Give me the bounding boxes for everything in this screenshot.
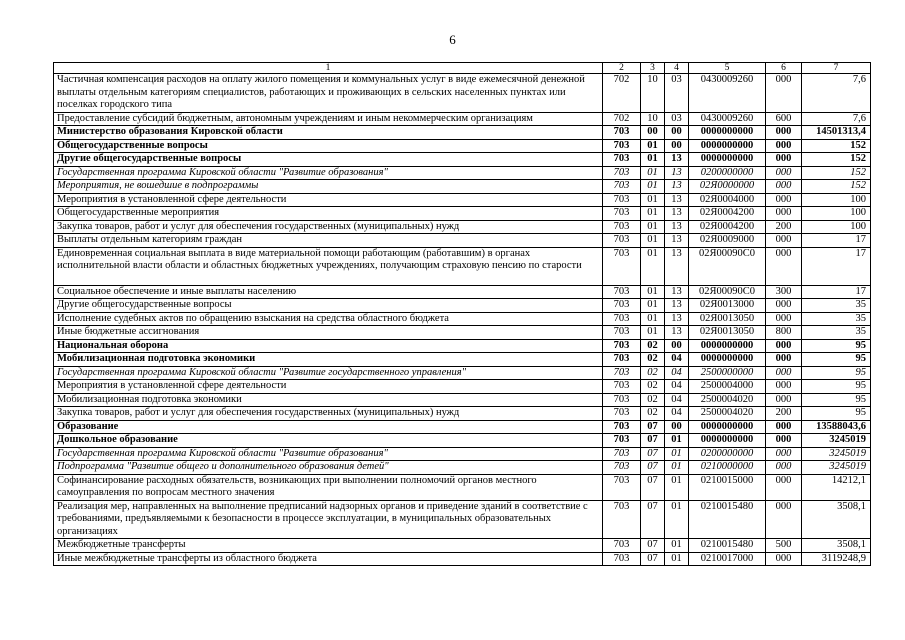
row-section-cell: 07 — [641, 447, 665, 461]
row-expense-type-cell: 000 — [766, 247, 802, 285]
row-section-cell: 07 — [641, 461, 665, 475]
row-ministry-code-cell: 703 — [603, 299, 641, 313]
table-row — [54, 180, 871, 194]
row-section-cell: 02 — [641, 407, 665, 421]
row-ministry-code-cell: 703 — [603, 180, 641, 194]
row-section-cell: 02 — [641, 380, 665, 394]
row-name-cell: Межбюджетные трансферты — [54, 539, 603, 553]
row-ministry-code-cell: 703 — [603, 220, 641, 234]
row-target-code-cell: 2500004000 — [689, 380, 766, 394]
column-header-3: 3 — [641, 63, 665, 74]
row-expense-type-cell: 000 — [766, 461, 802, 475]
row-subsection-cell: 01 — [665, 539, 689, 553]
row-name-cell: Мобилизационная подготовка экономики — [54, 393, 603, 407]
table-row — [54, 366, 871, 380]
row-expense-type-cell: 000 — [766, 153, 802, 167]
row-amount-cell: 152 — [802, 139, 871, 153]
row-ministry-code-cell: 703 — [603, 247, 641, 285]
row-ministry-code-cell: 703 — [603, 461, 641, 475]
row-name-cell: Социальное обеспечение и иные выплаты населению — [54, 285, 603, 299]
row-subsection-cell: 13 — [665, 193, 689, 207]
table-row — [54, 434, 871, 448]
row-amount-cell: 95 — [802, 339, 871, 353]
row-subsection-cell: 01 — [665, 474, 689, 500]
row-name-cell: Образование — [54, 420, 603, 434]
row-amount-cell: 3508,1 — [802, 539, 871, 553]
row-name-cell: Мобилизационная подготовка экономики — [54, 353, 603, 367]
row-ministry-code-cell: 703 — [603, 153, 641, 167]
row-name-cell: Единовременная социальная выплата в виде материальной помощи работающим (работавшим) в органах исполнительной власти области и областных бюджетных учреждениях, получающим страховую пенсию по старости — [54, 247, 603, 285]
row-expense-type-cell: 000 — [766, 393, 802, 407]
row-target-code-cell: 02Я0000000 — [689, 180, 766, 194]
table-row — [54, 153, 871, 167]
row-section-cell: 01 — [641, 207, 665, 221]
table-row — [54, 393, 871, 407]
row-name-cell: Выплаты отдельным категориям граждан — [54, 234, 603, 248]
column-header-5: 5 — [689, 63, 766, 74]
row-section-cell: 02 — [641, 393, 665, 407]
row-target-code-cell: 0000000000 — [689, 353, 766, 367]
column-header-2: 2 — [603, 63, 641, 74]
row-subsection-cell: 00 — [665, 139, 689, 153]
row-section-cell: 01 — [641, 234, 665, 248]
row-subsection-cell: 13 — [665, 312, 689, 326]
row-ministry-code-cell: 703 — [603, 326, 641, 340]
row-name-cell: Софинансирование расходных обязательств, возникающих при выполнении полномочий органов местного самоуправления по вопросам местного значения — [54, 474, 603, 500]
row-ministry-code-cell: 703 — [603, 339, 641, 353]
row-target-code-cell: 2500004020 — [689, 393, 766, 407]
row-target-code-cell: 2500004020 — [689, 407, 766, 421]
row-target-code-cell: 2500000000 — [689, 366, 766, 380]
row-target-code-cell: 0000000000 — [689, 420, 766, 434]
column-header-row — [54, 63, 871, 74]
row-target-code-cell: 02Я0013050 — [689, 326, 766, 340]
row-subsection-cell: 13 — [665, 247, 689, 285]
row-subsection-cell: 04 — [665, 353, 689, 367]
row-ministry-code-cell: 703 — [603, 539, 641, 553]
row-name-cell: Мероприятия, не вошедшие в подпрограммы — [54, 180, 603, 194]
row-amount-cell: 3119248,9 — [802, 552, 871, 566]
row-target-code-cell: 0000000000 — [689, 339, 766, 353]
row-section-cell: 01 — [641, 326, 665, 340]
table-row — [54, 126, 871, 140]
row-subsection-cell: 13 — [665, 180, 689, 194]
row-name-cell: Общегосударственные вопросы — [54, 139, 603, 153]
row-section-cell: 01 — [641, 139, 665, 153]
row-expense-type-cell: 000 — [766, 339, 802, 353]
row-amount-cell: 3245019 — [802, 447, 871, 461]
row-name-cell: Частичная компенсация расходов на оплату жилого помещения и коммунальных услуг в виде ежемесячной денежной выплаты отдельным категориям специалистов, работающих и проживающих в сельских населенных пунктах или поселках городского типа — [54, 74, 603, 113]
row-subsection-cell: 04 — [665, 393, 689, 407]
table-row — [54, 312, 871, 326]
row-expense-type-cell: 800 — [766, 326, 802, 340]
row-target-code-cell: 0210017000 — [689, 552, 766, 566]
row-amount-cell: 17 — [802, 234, 871, 248]
row-target-code-cell: 0210015480 — [689, 539, 766, 553]
row-amount-cell: 35 — [802, 326, 871, 340]
table-row — [54, 139, 871, 153]
row-ministry-code-cell: 703 — [603, 393, 641, 407]
table-row — [54, 353, 871, 367]
row-name-cell: Предоставление субсидий бюджетным, автономным учреждениям и иным некоммерческим организациям — [54, 112, 603, 126]
row-section-cell: 01 — [641, 247, 665, 285]
row-section-cell: 07 — [641, 500, 665, 539]
row-subsection-cell: 13 — [665, 220, 689, 234]
row-target-code-cell: 02Я0009000 — [689, 234, 766, 248]
row-expense-type-cell: 000 — [766, 420, 802, 434]
row-name-cell: Подпрограмма "Развитие общего и дополнительного образования детей" — [54, 461, 603, 475]
row-subsection-cell: 01 — [665, 447, 689, 461]
row-target-code-cell: 02Я0013000 — [689, 299, 766, 313]
row-subsection-cell: 13 — [665, 166, 689, 180]
table-row — [54, 500, 871, 539]
row-amount-cell: 3245019 — [802, 461, 871, 475]
row-amount-cell: 95 — [802, 366, 871, 380]
row-target-code-cell: 0000000000 — [689, 139, 766, 153]
row-target-code-cell: 0210000000 — [689, 461, 766, 475]
row-expense-type-cell: 000 — [766, 234, 802, 248]
table-row — [54, 112, 871, 126]
table-row — [54, 285, 871, 299]
row-expense-type-cell: 000 — [766, 312, 802, 326]
row-name-cell: Общегосударственные мероприятия — [54, 207, 603, 221]
row-expense-type-cell: 200 — [766, 407, 802, 421]
row-target-code-cell: 02Я0004200 — [689, 220, 766, 234]
row-subsection-cell: 03 — [665, 112, 689, 126]
row-subsection-cell: 04 — [665, 407, 689, 421]
row-target-code-cell: 0210015000 — [689, 474, 766, 500]
table-row — [54, 207, 871, 221]
row-section-cell: 00 — [641, 126, 665, 140]
row-amount-cell: 7,6 — [802, 112, 871, 126]
row-expense-type-cell: 000 — [766, 193, 802, 207]
row-amount-cell: 100 — [802, 220, 871, 234]
row-name-cell: Реализация мер, направленных на выполнение предписаний надзорных органов и приведение зданий в соответствие с требованиями, предъявляемыми к безопасности в процессе эксплуатации, в муниципальных образовательных организациях — [54, 500, 603, 539]
row-amount-cell: 3508,1 — [802, 500, 871, 539]
row-ministry-code-cell: 703 — [603, 380, 641, 394]
row-ministry-code-cell: 703 — [603, 420, 641, 434]
row-target-code-cell: 0200000000 — [689, 447, 766, 461]
row-subsection-cell: 13 — [665, 153, 689, 167]
row-expense-type-cell: 000 — [766, 207, 802, 221]
row-name-cell: Закупка товаров, работ и услуг для обеспечения государственных (муниципальных) нужд — [54, 220, 603, 234]
row-subsection-cell: 13 — [665, 207, 689, 221]
row-expense-type-cell: 600 — [766, 112, 802, 126]
row-section-cell: 02 — [641, 339, 665, 353]
table-row — [54, 380, 871, 394]
row-expense-type-cell: 000 — [766, 299, 802, 313]
row-expense-type-cell: 000 — [766, 366, 802, 380]
row-ministry-code-cell: 703 — [603, 207, 641, 221]
row-subsection-cell: 03 — [665, 74, 689, 113]
row-expense-type-cell: 000 — [766, 434, 802, 448]
table-row — [54, 339, 871, 353]
table-row — [54, 193, 871, 207]
row-subsection-cell: 00 — [665, 339, 689, 353]
row-section-cell: 01 — [641, 220, 665, 234]
row-name-cell: Министерство образования Кировской области — [54, 126, 603, 140]
row-ministry-code-cell: 702 — [603, 74, 641, 113]
row-section-cell: 07 — [641, 474, 665, 500]
row-expense-type-cell: 200 — [766, 220, 802, 234]
table-row — [54, 420, 871, 434]
row-section-cell: 01 — [641, 285, 665, 299]
row-ministry-code-cell: 703 — [603, 366, 641, 380]
row-section-cell: 02 — [641, 366, 665, 380]
row-amount-cell: 35 — [802, 299, 871, 313]
row-name-cell: Государственная программа Кировской области "Развитие образования" — [54, 447, 603, 461]
row-amount-cell: 95 — [802, 353, 871, 367]
row-expense-type-cell: 300 — [766, 285, 802, 299]
row-expense-type-cell: 500 — [766, 539, 802, 553]
row-amount-cell: 152 — [802, 153, 871, 167]
table-row — [54, 539, 871, 553]
row-expense-type-cell: 000 — [766, 126, 802, 140]
row-target-code-cell: 02Я0004000 — [689, 193, 766, 207]
row-ministry-code-cell: 703 — [603, 234, 641, 248]
row-section-cell: 07 — [641, 539, 665, 553]
table-row — [54, 74, 871, 113]
row-section-cell: 01 — [641, 166, 665, 180]
row-name-cell: Мероприятия в установленной сфере деятельности — [54, 193, 603, 207]
row-name-cell: Государственная программа Кировской области "Развитие образования" — [54, 166, 603, 180]
row-section-cell: 10 — [641, 112, 665, 126]
row-ministry-code-cell: 703 — [603, 139, 641, 153]
table-row — [54, 447, 871, 461]
row-target-code-cell: 0000000000 — [689, 434, 766, 448]
column-header-4: 4 — [665, 63, 689, 74]
row-ministry-code-cell: 703 — [603, 500, 641, 539]
row-name-cell: Государственная программа Кировской области "Развитие государственного управления" — [54, 366, 603, 380]
row-amount-cell: 13588043,6 — [802, 420, 871, 434]
row-section-cell: 10 — [641, 74, 665, 113]
row-target-code-cell: 02Я0013050 — [689, 312, 766, 326]
row-amount-cell: 14212,1 — [802, 474, 871, 500]
row-amount-cell: 7,6 — [802, 74, 871, 113]
table-row — [54, 326, 871, 340]
row-ministry-code-cell: 703 — [603, 193, 641, 207]
row-expense-type-cell: 000 — [766, 500, 802, 539]
row-subsection-cell: 01 — [665, 500, 689, 539]
row-section-cell: 01 — [641, 193, 665, 207]
row-amount-cell: 17 — [802, 247, 871, 285]
row-name-cell: Национальная оборона — [54, 339, 603, 353]
row-section-cell: 01 — [641, 153, 665, 167]
row-target-code-cell: 0430009260 — [689, 74, 766, 113]
row-ministry-code-cell: 703 — [603, 434, 641, 448]
row-section-cell: 01 — [641, 312, 665, 326]
table-row — [54, 220, 871, 234]
row-name-cell: Исполнение судебных актов по обращению взыскания на средства областного бюджета — [54, 312, 603, 326]
table-row — [54, 299, 871, 313]
row-ministry-code-cell: 703 — [603, 353, 641, 367]
row-name-cell: Другие общегосударственные вопросы — [54, 299, 603, 313]
row-name-cell: Иные межбюджетные трансферты из областного бюджета — [54, 552, 603, 566]
row-name-cell: Мероприятия в установленной сфере деятельности — [54, 380, 603, 394]
row-ministry-code-cell: 703 — [603, 126, 641, 140]
row-amount-cell: 3245019 — [802, 434, 871, 448]
row-ministry-code-cell: 703 — [603, 312, 641, 326]
column-header-6: 6 — [766, 63, 802, 74]
row-name-cell: Иные бюджетные ассигнования — [54, 326, 603, 340]
row-ministry-code-cell: 703 — [603, 407, 641, 421]
row-name-cell: Дошкольное образование — [54, 434, 603, 448]
row-expense-type-cell: 000 — [766, 353, 802, 367]
row-amount-cell: 17 — [802, 285, 871, 299]
row-amount-cell: 14501313,4 — [802, 126, 871, 140]
row-subsection-cell: 13 — [665, 326, 689, 340]
row-expense-type-cell: 000 — [766, 139, 802, 153]
column-header-7: 7 — [802, 63, 871, 74]
row-subsection-cell: 00 — [665, 126, 689, 140]
row-expense-type-cell: 000 — [766, 552, 802, 566]
row-ministry-code-cell: 703 — [603, 166, 641, 180]
row-section-cell: 07 — [641, 420, 665, 434]
row-target-code-cell: 0210015480 — [689, 500, 766, 539]
row-section-cell: 01 — [641, 180, 665, 194]
budget-table — [53, 62, 871, 566]
row-subsection-cell: 13 — [665, 285, 689, 299]
row-ministry-code-cell: 703 — [603, 285, 641, 299]
row-subsection-cell: 01 — [665, 434, 689, 448]
row-amount-cell: 35 — [802, 312, 871, 326]
page-number: 6 — [449, 32, 456, 47]
row-expense-type-cell: 000 — [766, 74, 802, 113]
row-target-code-cell: 02Я00090С0 — [689, 285, 766, 299]
row-ministry-code-cell: 703 — [603, 552, 641, 566]
row-target-code-cell: 0000000000 — [689, 153, 766, 167]
row-amount-cell: 95 — [802, 407, 871, 421]
row-section-cell: 02 — [641, 353, 665, 367]
table-row — [54, 166, 871, 180]
row-ministry-code-cell: 703 — [603, 447, 641, 461]
row-target-code-cell: 0200000000 — [689, 166, 766, 180]
row-amount-cell: 100 — [802, 207, 871, 221]
row-expense-type-cell: 000 — [766, 180, 802, 194]
row-target-code-cell: 02Я0004200 — [689, 207, 766, 221]
table-row — [54, 461, 871, 475]
row-amount-cell: 95 — [802, 393, 871, 407]
row-ministry-code-cell: 703 — [603, 474, 641, 500]
row-expense-type-cell: 000 — [766, 380, 802, 394]
row-amount-cell: 100 — [802, 193, 871, 207]
row-expense-type-cell: 000 — [766, 166, 802, 180]
row-target-code-cell: 0000000000 — [689, 126, 766, 140]
row-section-cell: 07 — [641, 434, 665, 448]
column-header-1: 1 — [54, 63, 603, 74]
row-target-code-cell: 0430009260 — [689, 112, 766, 126]
row-section-cell: 07 — [641, 552, 665, 566]
row-subsection-cell: 04 — [665, 380, 689, 394]
table-row — [54, 234, 871, 248]
row-amount-cell: 152 — [802, 180, 871, 194]
table-row — [54, 474, 871, 500]
row-amount-cell: 152 — [802, 166, 871, 180]
row-amount-cell: 95 — [802, 380, 871, 394]
row-expense-type-cell: 000 — [766, 447, 802, 461]
row-expense-type-cell: 000 — [766, 474, 802, 500]
row-subsection-cell: 13 — [665, 234, 689, 248]
table-row — [54, 552, 871, 566]
row-subsection-cell: 00 — [665, 420, 689, 434]
table-row — [54, 247, 871, 285]
row-subsection-cell: 13 — [665, 299, 689, 313]
row-section-cell: 01 — [641, 299, 665, 313]
row-name-cell: Закупка товаров, работ и услуг для обеспечения государственных (муниципальных) нужд — [54, 407, 603, 421]
row-subsection-cell: 04 — [665, 366, 689, 380]
row-subsection-cell: 01 — [665, 461, 689, 475]
row-target-code-cell: 02Я00090С0 — [689, 247, 766, 285]
row-ministry-code-cell: 702 — [603, 112, 641, 126]
row-subsection-cell: 01 — [665, 552, 689, 566]
row-name-cell: Другие общегосударственные вопросы — [54, 153, 603, 167]
table-row — [54, 407, 871, 421]
